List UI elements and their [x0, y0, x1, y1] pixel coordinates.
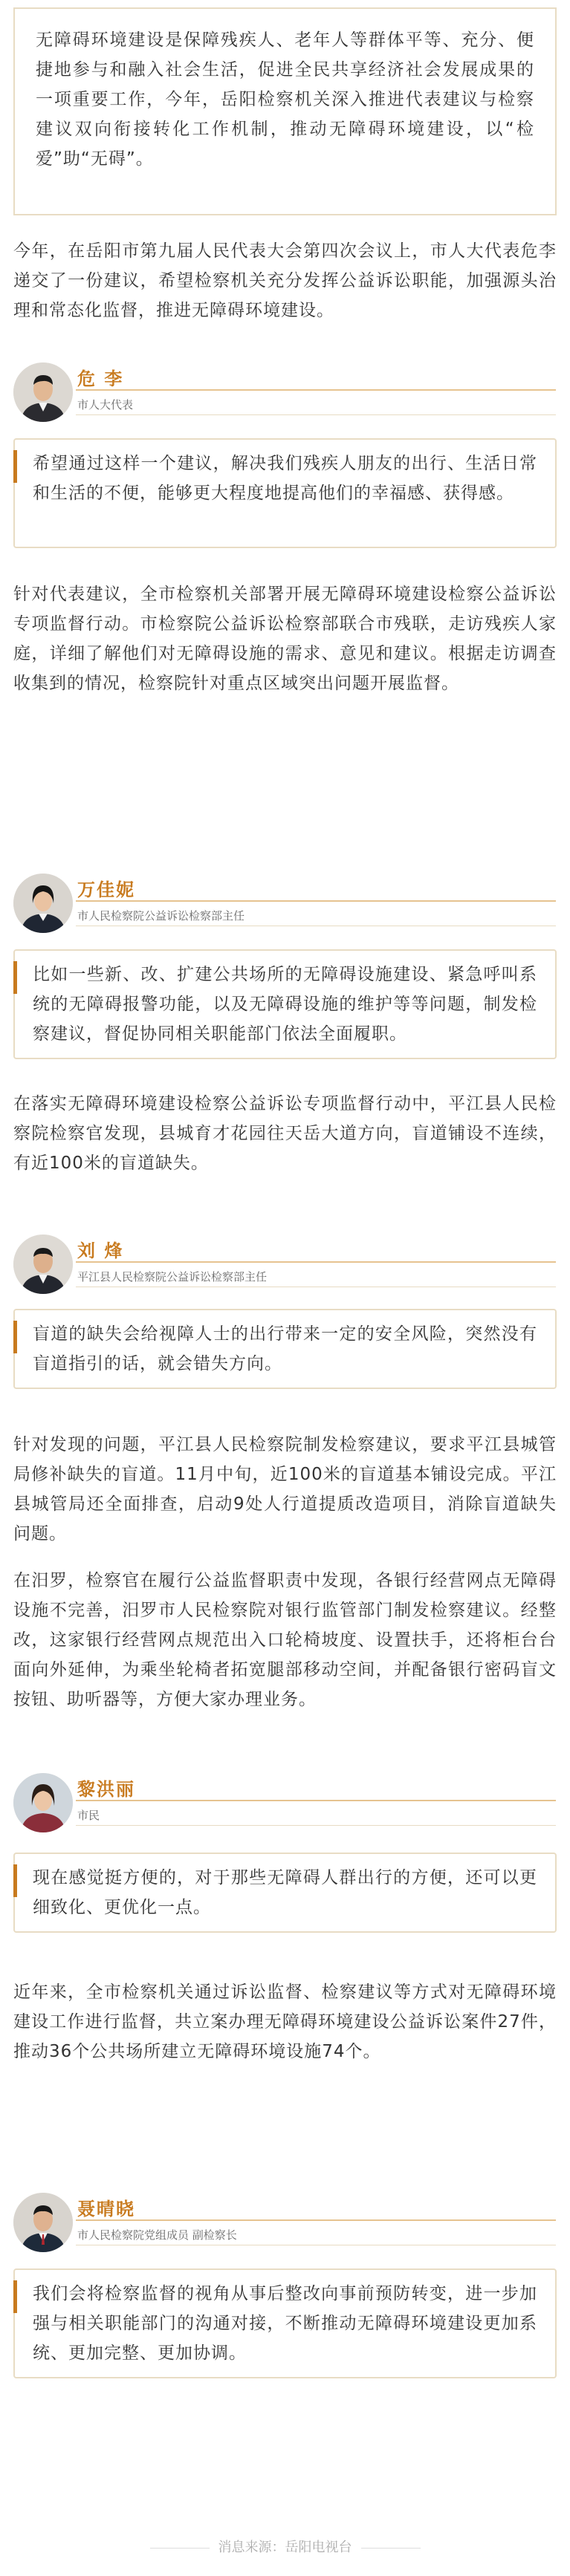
divider [361, 2548, 421, 2549]
divider [76, 900, 556, 902]
speaker-card-li-hongli [13, 1773, 557, 1840]
paragraph-4: 针对发现的问题，平江县人民检察院制发检察建议，要求平江县城管局修补缺失的盲道。11月中旬，近100米的盲道基本铺设完成。平江县城管局还全面排查，启动9处人行道提质改造项目，消除盲道缺失问题。 [13, 1435, 557, 1544]
quote-accent-bar [13, 1321, 17, 1353]
divider [76, 1825, 556, 1826]
person-photo-icon [13, 1235, 73, 1294]
speaker-card-wan-jiani [13, 874, 557, 940]
paragraph-3: 在落实无障碍环境建设检察公益诉讼专项监督行动中，平江县人民检察院检察官发现，县城育才花园往天岳大道方向，盲道铺设不连续，有近100米的盲道缺失。 [13, 1094, 557, 1173]
avatar [13, 1235, 73, 1294]
quote-accent-bar [13, 961, 17, 994]
speaker-card-nie-qingxiao [13, 2193, 557, 2260]
quote-text: 比如一些新、改、扩建公共场所的无障碍设施建设、紧急呼叫系统的无障碍报警功能，以及无障碍设施的维护等等问题，制发检察建议，督促协同相关职能部门依法全面履职。 [33, 965, 537, 1044]
speaker-title: 市人民检察院公益诉讼检察部主任 [77, 909, 245, 923]
speaker-card-liu-feng [13, 1235, 557, 1301]
speaker-title: 市人大代表 [77, 398, 134, 412]
source-footer [0, 2537, 570, 2556]
speaker-card-wei-li [13, 362, 557, 429]
divider [76, 2219, 556, 2221]
paragraph-5: 在汨罗，检察官在履行公益监督职责中发现，各银行经营网点无障碍设施不完善，汨罗市人民检察院对银行监管部门制发检察建议。经整改，这家银行经营网点规范出入口轮椅坡度、设置扶手，还将柜台台面向外延伸，为乘坐轮椅者拓宽腿部移动空间，并配备银行密码盲文按钮、助听器等，方便大家办理业务。 [13, 1571, 557, 1709]
speaker-name: 聂晴晓 [77, 2199, 135, 2219]
divider [76, 1800, 556, 1801]
avatar [13, 362, 73, 422]
quote-text: 现在感觉挺方便的，对于那些无障碍人群出行的方便，还可以更细致化、更优化一点。 [33, 1868, 537, 1917]
avatar [13, 2193, 73, 2252]
quote-text: 盲道的缺失会给视障人士的出行带来一定的安全风险，突然没有盲道指引的话，就会错失方向。 [33, 1324, 537, 1373]
quote-box-1 [13, 438, 557, 548]
divider [76, 389, 556, 391]
avatar [13, 874, 73, 933]
paragraph-6: 近年来，全市检察机关通过诉讼监督、检察建议等方式对无障碍环境建设工作进行监督，共立案办理无障碍环境建设公益诉讼案件27件，推动36个公共场所建立无障碍环境设施74个。 [13, 1983, 557, 2061]
speaker-name: 万佳妮 [77, 879, 135, 900]
source-text: 消息来源：岳阳电视台 [218, 2540, 352, 2555]
quote-box-4 [13, 1853, 557, 1933]
divider [76, 414, 556, 415]
quote-text: 希望通过这样一个建议，解决我们残疾人朋友的出行、生活日常和生活的不便，能够更大程度地提高他们的幸福感、获得感。 [33, 454, 537, 503]
paragraph-1: 今年，在岳阳市第九届人民代表大会第四次会议上，市人大代表危李递交了一份建议，希望检察机关充分发挥公益诉讼职能，加强源头治理和常态化监督，推进无障碍环境建设。 [13, 241, 557, 320]
quote-box-2 [13, 949, 557, 1059]
person-photo-icon [13, 874, 73, 933]
divider [150, 2548, 210, 2549]
quote-accent-bar [13, 2280, 17, 2313]
quote-accent-bar [13, 450, 17, 483]
quote-box-5 [13, 2268, 557, 2378]
intro-box [13, 7, 557, 215]
intro-text: 无障碍环境建设是保障残疾人、老年人等群体平等、充分、便捷地参与和融入社会生活，促进全民共享经济社会发展成果的一项重要工作，今年，岳阳检察机关深入推进代表建议与检察建议双向衔接转化工作机制，推动无障碍环境建设，以“检爱”助“无碍”。 [36, 30, 534, 169]
person-photo-icon [13, 2193, 73, 2252]
speaker-title: 平江县人民检察院公益诉讼检察部主任 [77, 1270, 268, 1284]
quote-box-3 [13, 1309, 557, 1389]
speaker-name: 刘 烽 [77, 1240, 124, 1261]
quote-text: 我们会将检察监督的视角从事后整改向事前预防转变，进一步加强与相关职能部门的沟通对接，不断推动无障碍环境建设更加系统、更加完整、更加协调。 [33, 2284, 537, 2363]
quote-accent-bar [13, 1864, 17, 1897]
person-photo-icon [13, 1773, 73, 1832]
speaker-name: 危 李 [77, 368, 124, 389]
speaker-title: 市人民检察院党组成员 副检察长 [77, 2228, 237, 2242]
paragraph-2: 针对代表建议，全市检察机关部署开展无障碍环境建设检察公益诉讼专项监督行动。市检察院公益诉讼检察部联合市残联，走访残疾人家庭，详细了解他们对无障碍设施的需求、意见和建议。根据走访调查收集到的情况，检察院针对重点区域突出问题开展监督。 [13, 585, 557, 693]
avatar [13, 1773, 73, 1832]
person-photo-icon [13, 362, 73, 422]
speaker-title: 市民 [77, 1809, 100, 1822]
speaker-name: 黎洪丽 [77, 1779, 135, 1800]
divider [76, 1261, 556, 1263]
